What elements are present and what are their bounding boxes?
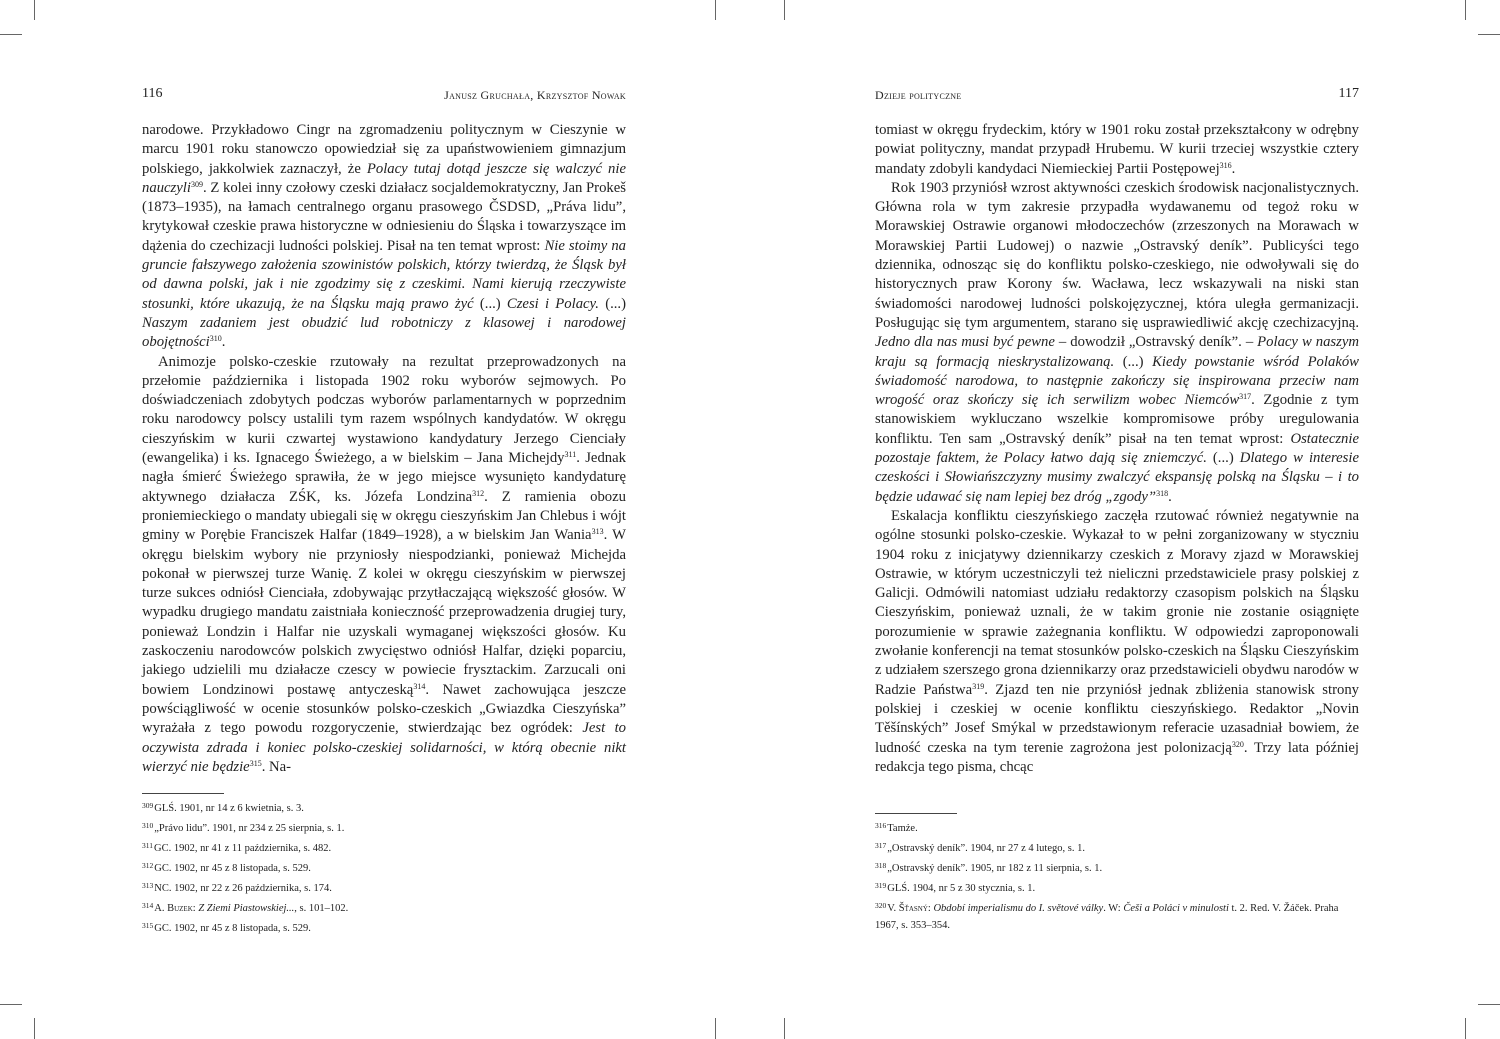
- footnote-number: 314: [142, 901, 154, 910]
- text-run: . Trzy lata później redakcja tego pisma, chcąc: [875, 739, 1359, 775]
- footnote-ref: 313: [591, 527, 604, 537]
- footnote-ref: 318: [1156, 488, 1169, 498]
- text-run: . Z ramienia obozu proniemieckiego o mandaty ubiegali się w okręgu cieszyńskim Jan Chlebus i wójt gminy w Porębie Franciszek Halfar (1849–1928), a w bielskim Jan Wania: [142, 488, 626, 544]
- crop-mark: [0, 1004, 22, 1005]
- text-run: tomiast w okręgu frydeckim, który w 1901 roku został przekształcony w odrębny powiat polityczny, mandat przypadł Hrubemu. W kurii trzeciej wszystkie cztery mandaty zdobyli kandydaci Niemieckiej Partii Postępowej: [875, 122, 1359, 177]
- footnote-number: 316: [875, 821, 887, 830]
- italic-run: Období imperialismu do I. světové války: [933, 903, 1104, 914]
- crop-mark: [34, 1018, 35, 1039]
- footnote: [142, 817, 626, 837]
- body-text: [142, 121, 626, 777]
- italic-run: Polacy tutaj dotąd jeszcze się walczyć nie nauczyli: [142, 160, 626, 196]
- footnote: [875, 897, 1359, 934]
- text-run: GC. 1902, nr 41 z 11 października, s. 482.: [153, 843, 332, 854]
- text-run: t. 2. Red. V. Žáček. Praha 1967, s. 353–354.: [875, 903, 1339, 931]
- author-name: Šťasný: [898, 903, 928, 914]
- running-head: Dzieje polityczne: [875, 88, 962, 102]
- paragraph: [875, 507, 1359, 777]
- footnote-ref: 310: [209, 334, 222, 344]
- footnote-number: 320: [875, 901, 887, 910]
- crop-mark: [784, 0, 785, 20]
- text-run: GLŚ. 1901, nr 14 z 6 kwietnia, s. 3.: [154, 803, 304, 814]
- footnotes: [875, 817, 1359, 934]
- footnote: [142, 857, 626, 877]
- text-run: :: [192, 903, 199, 914]
- crop-mark: [715, 1018, 716, 1039]
- paragraph: [142, 353, 626, 778]
- text-run: – dowodził „Ostravský deník”. –: [1054, 334, 1258, 351]
- text-run: . Jednak nagła śmierć Świeżego sprawiła, że w jego miejsce wysunięto kandydaturę aktywnego działacza ZŚK, ks. Józefa Londzina: [142, 450, 626, 505]
- text-run: . Zjazd ten nie przyniósł jednak zbliżenia stanowisk strony polskiej i czeskiej w ocenie konfliktu cieszyńskiego. Redaktor „Novin Těšínských” Josef Smýkal w przedstawionym referacie uzasadniał bowiem, że ludność czeska na tym terenie zagrożona jest polonizacją: [875, 681, 1360, 756]
- italic-run: Kiedy powstanie wśród Polaków świadomość narodowa, to następnie zakończy się inspirowana przeciw nam wrogość oraz skończy się ich serwilizm wobec Niemców: [875, 353, 1359, 409]
- text-run: . Na-: [261, 758, 292, 775]
- crop-mark: [0, 34, 22, 35]
- text-run: A.: [154, 903, 168, 914]
- text-run: (...): [473, 295, 507, 312]
- crop-mark: [1478, 1004, 1500, 1005]
- crop-mark: [1465, 1018, 1466, 1039]
- text-run: „Ostravský deník”. 1904, nr 27 z 4 lutego, s. 1.: [887, 843, 1085, 854]
- footnote: [142, 917, 626, 937]
- body-text: [875, 121, 1359, 777]
- italic-run: Polacy w naszym kraju są formacją nieskrystalizowaną.: [875, 334, 1359, 370]
- text-run: :: [927, 903, 934, 914]
- footnote-number: 312: [142, 861, 154, 870]
- footnote: [142, 897, 626, 917]
- text-run: . Nawet zachowująca jeszcze powściągliwość w ocenie stosunków polsko-czeskich „Gwiazdka Cieszyńska” wyrażała z tego powodu rozgoryczenie, stwierdzając bez ogródek:: [142, 681, 626, 737]
- footnote: [875, 877, 1359, 897]
- footnote-ref: 316: [1219, 160, 1232, 170]
- text-run: GC. 1902, nr 45 z 8 listopada, s. 529.: [154, 863, 311, 874]
- italic-run: Češi a Poláci v minulosti: [1123, 903, 1229, 914]
- footnote-number: 313: [142, 881, 154, 890]
- footnote-rule: [142, 793, 224, 794]
- text-run: .: [1168, 488, 1172, 505]
- text-run: . W okręgu bielskim wybory nie przyniosły niespodzianki, ponieważ Michejda pokonał w pierwszej turze Wanię. Z kolei w okręgu cieszyńskim w pierwszej turze sukces odniósł Cienciała, zdobywając przytłaczającą większość głosów. W wypadku drugiego mandatu zaistniała konieczność przeprowadzenia drugiej tury, ponieważ Londzin i Halfar nie uzyskali wymaganej większości głosów. Ku zaskoczeniu narodowców polskich zwycięstwo odniósł Halfar, dzięki poparciu, jakiego udzielili mu działacze czescy w powiecie frysztackim. Zarzucali oni bowiem Londzinowi postawę antyczeską: [142, 527, 627, 698]
- page-number: 117: [1338, 86, 1359, 101]
- footnote-number: 319: [875, 881, 887, 890]
- italic-run: Dlatego w interesie czeskości i Słowiańszczyzny musimy zwalczyć ekspansję polską na Śląsku – i to będzie udawać się nam lepiej bez dróg „zgody”: [875, 450, 1359, 505]
- italic-run: Nie stoimy na gruncie fałszywego założenia szowinistów polskich, którzy twierdzą, że Śląsk był od dawna polski, jak i nie zgodzimy się z czeskimi. Nami kierują rzeczywiste stosunki, które ukazują, że na Śląsku mają prawo żyć: [142, 237, 627, 312]
- italic-run: Naszym zadaniem jest obudzić lud robotniczy z klasowej i narodowej obojętności: [142, 314, 626, 351]
- footnote: [875, 817, 1359, 837]
- text-run: GC. 1902, nr 45 z 8 listopada, s. 529.: [154, 923, 311, 934]
- footnote-ref: 309: [190, 179, 203, 189]
- text-run: „Právo lidu”. 1901, nr 234 z 25 sierpnia, s. 1.: [154, 823, 345, 834]
- text-run: Eskalacja konfliktu cieszyńskiego zaczęła rzutować również negatywnie na ogólne stosunki polsko-czeskie. Wykazał to w pełni zorganizowany w styczniu 1904 roku z inicjatywy dziennikarzy czeskich z Moravy zjazd w Morawskiej Ostrawie, w którym uczestniczyli też nieliczni przedstawiciele prasy polskiej z Galicji. Odmówili natomiast udziału redaktorzy czasopism polskich na Śląsku Cieszyńskim, ponieważ uznali, że w takim gronie nie zostanie osiągnięte porozumienie w sprawie zażegnania konfliktu. W odpowiedzi zaproponowali zwołanie konferencji na temat stosunków polsko-czeskich na Śląsku Cieszyńskim z udziałem szerszego grona dziennikarzy oraz przedstawicieli obydwu narodów w Radzie Państwa: [875, 507, 1359, 698]
- text-run: . Zgodnie z tym stanowiskiem wykluczano wszelkie kompromisowe próby uregulowania konfliktu. Ten sam „Ostravský deník” pisał na ten temat wprost:: [875, 392, 1359, 447]
- crop-mark: [715, 0, 716, 20]
- page-header: [875, 86, 1359, 106]
- footnote-number: 309: [142, 801, 154, 810]
- paragraph: [875, 121, 1359, 179]
- footnote-number: 315: [142, 921, 154, 930]
- italic-run: Jest to oczywista zdrada i koniec polsko-czeskiej solidarności, w którą obecnie nikt wierzyć nie będzie: [142, 720, 626, 775]
- text-run: Tamże.: [887, 823, 918, 834]
- italic-run: Jedno dla nas musi być pewne: [875, 334, 1055, 351]
- footnote-rule: [875, 813, 957, 814]
- text-run: (...): [1114, 353, 1153, 370]
- italic-run: Czesi i Polacy.: [506, 295, 599, 312]
- footnote-number: 310: [142, 821, 154, 830]
- text-run: . W:: [1103, 903, 1124, 914]
- footnote-number: 317: [875, 841, 887, 850]
- crop-mark: [1465, 0, 1466, 20]
- footnote-ref: 315: [249, 758, 262, 768]
- footnote-ref: 319: [972, 681, 985, 691]
- crop-mark: [34, 0, 35, 20]
- text-run: (...): [598, 295, 626, 312]
- running-head: Janusz Gruchała, Krzysztof Nowak: [444, 88, 626, 102]
- page-header: [142, 86, 626, 106]
- crop-mark: [1478, 34, 1500, 35]
- footnote-ref: 320: [1231, 739, 1244, 749]
- text-run: GLŚ. 1904, nr 5 z 30 stycznia, s. 1.: [887, 883, 1036, 894]
- footnote-ref: 317: [1239, 392, 1252, 402]
- footnote: [142, 877, 626, 897]
- text-run: V.: [887, 903, 899, 914]
- paragraph: [142, 121, 626, 353]
- text-run: .: [1231, 160, 1236, 177]
- paragraph: [875, 179, 1359, 507]
- footnote-number: 311: [142, 841, 153, 850]
- footnotes: [142, 797, 626, 937]
- text-run: „Ostravský deník”. 1905, nr 182 z 11 sierpnia, s. 1.: [887, 863, 1103, 874]
- crop-mark: [784, 1018, 785, 1039]
- text-run: . Z kolei inny czołowy czeski działacz socjaldemokratyczny, Jan Prokeš (1873–1935), na łamach centralnego organu prasowego ČSDSD, „Práva lidu”, krytykował czeskie prawa historyczne w odniesieniu do Śląska i towarzyszące im dążenia do czechizacji ludności polskiej. Pisał na ten temat wprost:: [142, 179, 626, 254]
- text-run: .: [221, 334, 226, 351]
- footnote: [875, 857, 1359, 877]
- footnote-ref: 311: [564, 450, 577, 460]
- author-name: Buzek: [167, 903, 193, 914]
- right-page: [750, 0, 1500, 1039]
- footnote: [875, 837, 1359, 857]
- page-number: 116: [142, 86, 163, 101]
- footnote-number: 318: [875, 861, 887, 870]
- italic-run: Ostatecznie pozostaje faktem, że Polacy łatwo dają się zniemczyć.: [875, 430, 1359, 467]
- footnote: [142, 797, 626, 817]
- footnote-ref: 314: [413, 681, 426, 691]
- text-run: Animozje polsko-czeskie rzutowały na rezultat przeprowadzonych na przełomie października i listopada 1902 roku wyborów sejmowych. Po doświadczeniach zdobytych podczas wyborów parlamentarnych w poprzednim roku narodowcy polscy ustalili tym razem wspólnych kandydatów. W okręgu cieszyńskim w kurii czwartej wystawiono kandydatury Jerzego Cienciały (ewangelika) i ks. Ignacego Świeżego, a w bielskim – Jana Michejdy: [142, 353, 626, 467]
- text-run: narodowe. Przykładowo Cingr na zgromadzeniu politycznym w Cieszynie w marcu 1901 roku stanowczo opowiedział się za upaństwowieniem gimnazjum polskiego, jakkolwiek zaznaczył, że: [142, 122, 626, 177]
- text-run: NC. 1902, nr 22 z 26 października, s. 174.: [154, 883, 332, 894]
- footnote: [142, 837, 626, 857]
- text-run: (...): [1206, 450, 1240, 467]
- italic-run: Z Ziemi Piastowskiej...: [198, 903, 295, 914]
- footnote-ref: 312: [472, 488, 485, 498]
- text-run: Rok 1903 przyniósł wzrost aktywności czeskich środowisk nacjonalistycznych. Główna rola w tym zakresie przypadła wydawanemu od tegoż roku w Morawskiej Ostrawie organowi młodoczechów (zrzeszonych na Morawach w Morawskiej Partii Ludowej) o nazwie „Ostravský deník”. Publicyści tego dziennika, odnosząc się do konfliktu polsko-czeskiego, nie odwoływali się do historycznych praw Korony św. Wacława, lecz wskazywali na niski stan świadomości narodowej ludności polskojęzycznej, która uległa germanizacji. Posługując się tym argumentem, starano się usprawiedliwić akcję czechizacyjną.: [875, 179, 1359, 331]
- text-run: , s. 101–102.: [294, 903, 349, 914]
